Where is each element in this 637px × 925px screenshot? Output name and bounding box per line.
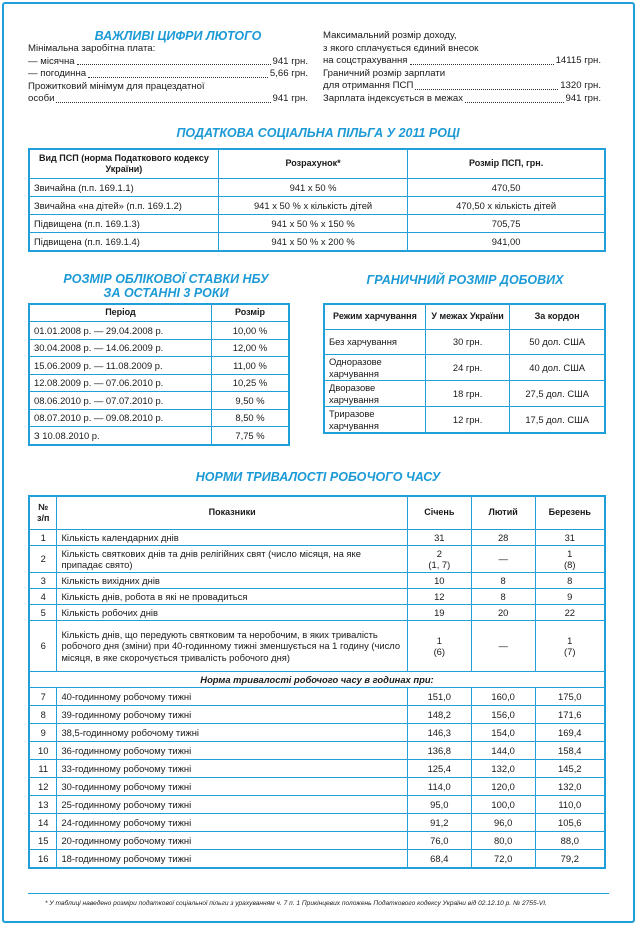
column-header: Березень [535,496,605,530]
table-row [29,724,605,742]
figure-row [323,68,601,81]
table-cell: Кількість календарних днів [57,530,407,546]
column-header: Розмір ПСП, грн. [408,149,605,179]
column-header: № з/п [29,496,57,530]
figure-label: на соцстрахування [323,55,408,67]
table-cell: 120,0 [471,778,535,796]
daily-table [323,303,606,434]
leader-dots [465,102,564,103]
table-cell: 941 х 50 % [218,179,407,197]
table-cell: — [471,621,535,672]
table-cell: Кількість вихідних днів [57,573,407,589]
section-row [29,672,605,688]
header-row [29,496,605,530]
table-cell: 10,25 % [211,374,289,392]
table-cell: 20-годинному робочому тижні [57,832,407,850]
table-cell: 470,50 [408,179,605,197]
leader-dots [56,102,270,103]
table-cell: 470,50 х кількість дітей [408,197,605,215]
figure-value: 941 грн. [272,55,308,67]
column-header: Вид ПСП (норма Податкового кодексу України) [29,149,218,179]
table-cell: 158,4 [535,742,605,760]
footnote-divider [28,893,609,894]
column-header: Період [29,304,211,322]
leader-dots [77,64,271,65]
table-cell: 175,0 [535,688,605,706]
leader-dots [410,64,554,65]
table-cell: 156,0 [471,706,535,724]
table-cell: 941 х 50 % х 200 % [218,233,407,252]
table-cell: 13 [29,796,57,814]
table-cell: 68,4 [407,850,471,869]
table-cell: 114,0 [407,778,471,796]
psp-table [28,148,606,252]
table-cell: 1 (6) [407,621,471,672]
table-cell: 16 [29,850,57,869]
figure-value: 941 грн. [565,92,601,104]
figure-label: Максимальний розмір доходу, [323,30,457,41]
table-cell: 01.01.2008 р. — 29.04.2008 р. [29,322,211,340]
figure-row [323,30,601,43]
column-header: Режим харчування [324,304,425,330]
column-header: Лютий [471,496,535,530]
table-cell: 8,50 % [211,409,289,427]
figure-value: 14115 грн. [555,55,601,67]
table-cell: 5 [29,605,57,621]
leader-dots [415,89,558,90]
table-cell: Підвищена (п.п. 169.1.4) [29,233,218,252]
table-row [29,778,605,796]
table-cell: Кількість днів, що передують святковим та неробочим, в яких тривалість робочого дня (зміни) при 40-годинному тижні зменшується на 1 годину (число місяця, в яке скорочується тривалість робочого дня) [57,621,407,672]
table-cell: 11 [29,760,57,778]
table-cell: 96,0 [471,814,535,832]
table-cell: 19 [407,605,471,621]
table-cell: 8 [471,573,535,589]
psp-title: ПОДАТКОВА СОЦІАЛЬНА ПІЛЬГА У 2011 РОЦІ [176,126,460,140]
figure-row [28,56,308,69]
table-cell: 9,50 % [211,392,289,410]
table-cell: Звичайна (п.п. 169.1.1) [29,179,218,197]
figure-value: 1320 грн. [560,80,601,92]
figure-label: Прожитковий мінімум для працездатної [28,80,205,92]
table-cell: 30 грн. [425,330,509,355]
figure-label: Граничний розмір зарплати [323,67,446,79]
table-row [29,179,605,197]
column-header: Січень [407,496,471,530]
table-cell: 151,0 [407,688,471,706]
table-cell: 28 [471,530,535,546]
figure-label: Мінімальна заробітна плата: [28,43,156,54]
table-cell: 39-годинному робочому тижні [57,706,407,724]
header-row [324,304,605,330]
table-cell: 4 [29,589,57,605]
figure-row [323,80,601,93]
figures-right [323,30,601,106]
table-cell: 15 [29,832,57,850]
table-cell: 14 [29,814,57,832]
table-cell: 76,0 [407,832,471,850]
figure-row [323,93,601,106]
figure-label: — місячна [28,55,75,67]
figure-row [28,81,308,94]
table-cell: Триразове харчування [324,407,425,434]
table-row [29,688,605,706]
norms-table [28,495,606,869]
column-header: Розрахунок* [218,149,407,179]
table-cell: 10 [29,742,57,760]
table-cell: Одноразове харчування [324,355,425,381]
figure-row [323,43,601,56]
table-cell: 79,2 [535,850,605,869]
table-cell: 145,2 [535,760,605,778]
table-cell: З 10.08.2010 р. [29,427,211,445]
table-cell: 132,0 [535,778,605,796]
table-row [29,760,605,778]
table-cell: 24 грн. [425,355,509,381]
table-cell: 18 грн. [425,381,509,407]
table-cell: 2 [29,546,57,573]
table-cell: 10,00 % [211,322,289,340]
table-cell: Підвищена (п.п. 169.1.3) [29,215,218,233]
table-row [29,621,605,672]
table-cell: 10 [407,573,471,589]
table-cell: 91,2 [407,814,471,832]
table-cell: 705,75 [408,215,605,233]
table-cell: Без харчування [324,330,425,355]
table-cell: 2 (1, 7) [407,546,471,573]
table-cell: 08.07.2010 р. — 09.08.2010 р. [29,409,211,427]
column-header: Показники [57,496,407,530]
table-cell: 12.08.2009 р. — 07.06.2010 р. [29,374,211,392]
table-cell: 941,00 [408,233,605,252]
column-header: У межах України [425,304,509,330]
table-cell: 08.06.2010 р. — 07.07.2010 р. [29,392,211,410]
table-cell: — [471,546,535,573]
table-row [29,233,605,252]
table-cell: 20 [471,605,535,621]
table-cell: 169,4 [535,724,605,742]
table-cell: 12 [29,778,57,796]
section-label: Норма тривалості робочого часу в годинах при: [29,672,605,688]
table-cell: 136,8 [407,742,471,760]
table-cell: 105,6 [535,814,605,832]
figure-row [323,55,601,68]
nbu-title-line1: РОЗМІР ОБЛІКОВОЇ СТАВКИ НБУ [63,272,269,286]
table-cell: Кількість днів, робота в які не провадиться [57,589,407,605]
table-cell: 31 [407,530,471,546]
table-row [29,427,289,445]
table-row [29,530,605,546]
table-cell: 12,00 % [211,339,289,357]
table-cell: 72,0 [471,850,535,869]
table-cell: 30-годинному робочому тижні [57,778,407,796]
table-row [324,330,605,355]
figure-value: 941 грн. [272,93,308,105]
table-cell: 9 [535,589,605,605]
table-row [29,339,289,357]
table-cell: 33-годинному робочому тижні [57,760,407,778]
table-row [29,374,289,392]
figure-row [28,43,308,56]
table-cell: 80,0 [471,832,535,850]
table-cell: 15.06.2009 р. — 11.08.2009 р. [29,357,211,375]
table-row [29,197,605,215]
table-cell: 148,2 [407,706,471,724]
figure-label: для отримання ПСП [323,80,414,92]
table-cell: 88,0 [535,832,605,850]
table-cell: 8 [471,589,535,605]
table-row [324,381,605,407]
header-row [29,149,605,179]
table-cell: 25-годинному робочому тижні [57,796,407,814]
table-row [29,409,289,427]
table-cell: 50 дол. США [510,330,605,355]
table-cell: 40-годинному робочому тижні [57,688,407,706]
table-cell: 9 [29,724,57,742]
table-cell: 3 [29,573,57,589]
table-cell: 24-годинному робочому тижні [57,814,407,832]
header-row [29,304,289,322]
table-cell: 31 [535,530,605,546]
table-cell: Кількість робочих днів [57,605,407,621]
table-cell: 144,0 [471,742,535,760]
leader-dots [88,77,268,78]
table-cell: 6 [29,621,57,672]
table-row [29,589,605,605]
table-row [29,850,605,869]
daily-title: ГРАНИЧНИЙ РОЗМІР ДОБОВИХ [366,273,564,287]
table-cell: 171,6 [535,706,605,724]
table-row [29,605,605,621]
table-row [324,407,605,434]
table-cell: 12 грн. [425,407,509,434]
table-row [29,357,289,375]
figure-row [28,93,308,106]
nbu-title [28,272,304,300]
nbu-table [28,303,290,446]
table-cell: Звичайна «на дітей» (п.п. 169.1.2) [29,197,218,215]
figure-label: з якого сплачується єдиний внесок [323,42,479,54]
table-cell: 18-годинному робочому тижні [57,850,407,869]
table-cell: 7,75 % [211,427,289,445]
nbu-title-line2: ЗА ОСТАННІ 3 РОКИ [103,286,229,300]
figures-left [28,43,308,106]
table-row [29,706,605,724]
table-cell: 146,3 [407,724,471,742]
table-cell: 30.04.2008 р. — 14.06.2009 р. [29,339,211,357]
table-row [29,796,605,814]
table-cell: 22 [535,605,605,621]
table-cell: 154,0 [471,724,535,742]
table-cell: 27,5 дол. США [510,381,605,407]
table-row [29,546,605,573]
table-cell: Кількість святкових днів та днів релігійних свят (число місяця, на яке припадає свято) [57,546,407,573]
table-cell: 125,4 [407,760,471,778]
table-row [29,392,289,410]
norms-title: НОРМИ ТРИВАЛОСТІ РОБОЧОГО ЧАСУ [195,470,441,484]
table-row [29,742,605,760]
table-cell: 17,5 дол. США [510,407,605,434]
table-row [29,215,605,233]
table-cell: 941 х 50 % х кількість дітей [218,197,407,215]
table-cell: 12 [407,589,471,605]
table-cell: Дворазове харчування [324,381,425,407]
table-cell: 941 х 50 % х 150 % [218,215,407,233]
column-header: За кордон [510,304,605,330]
table-cell: 160,0 [471,688,535,706]
figures-title: ВАЖЛИВІ ЦИФРИ ЛЮТОГО [94,29,262,43]
column-header: Розмір [211,304,289,322]
table-cell: 40 дол. США [510,355,605,381]
table-row [29,573,605,589]
table-cell: 11,00 % [211,357,289,375]
table-row [29,322,289,340]
table-cell: 95,0 [407,796,471,814]
figure-value: 5,66 грн. [269,68,308,80]
table-row [29,832,605,850]
table-cell: 110,0 [535,796,605,814]
table-cell: 132,0 [471,760,535,778]
table-cell: 7 [29,688,57,706]
table-cell: 8 [29,706,57,724]
table-row [324,355,605,381]
table-row [29,814,605,832]
table-cell: 38,5-годинному робочому тижні [57,724,407,742]
figure-label: — погодинна [28,68,87,80]
figure-row [28,68,308,81]
table-cell: 36-годинному робочому тижні [57,742,407,760]
table-cell: 100,0 [471,796,535,814]
table-cell: 1 [29,530,57,546]
table-cell: 1 (8) [535,546,605,573]
footnote: * У таблиці наведено розміри податкової соціальної пільги з урахуванням ч. 7 п. 1 Прикінцевих положень Податкового кодексу України від 02.12.10 р. № 2755-VI. [45,900,547,907]
table-cell: 1 (7) [535,621,605,672]
figure-label: Зарплата індексується в межах [323,92,464,104]
figure-label: особи [28,93,55,105]
table-cell: 8 [535,573,605,589]
